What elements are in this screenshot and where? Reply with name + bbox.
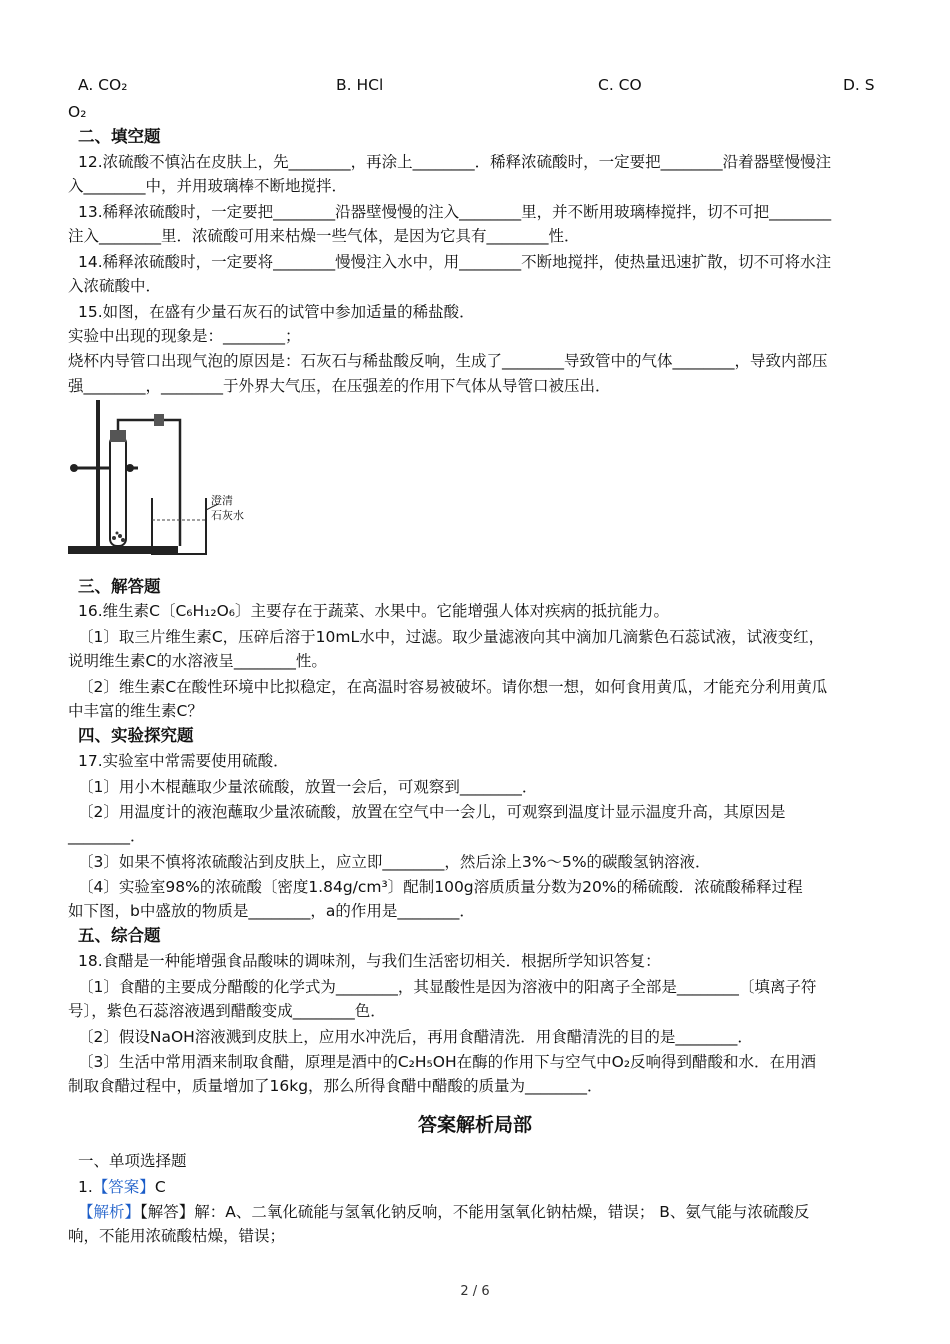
- q15-line2: 实验中出现的现象是：________；: [68, 327, 301, 345]
- answers-title: 答案解析局部: [417, 1114, 532, 1136]
- figure-label-1: 澄清: [211, 494, 233, 507]
- q18-line4: 〔2〕假设NaOH溶液溅到皮肤上，应用水冲洗后，再用食醋清洗．用食醋清洗的目的是________．: [78, 1028, 753, 1046]
- delivery-tube: [118, 420, 180, 546]
- test-tube: [110, 436, 126, 546]
- answer-1-tag: 【答案】: [92, 1178, 155, 1196]
- q16-line5: 中丰富的维生素C？: [68, 702, 203, 720]
- stopper: [110, 430, 126, 442]
- q18-line1: 18.食醋是一种能增强食品酸味的调味剂，与我们生活密切相关．根据所学知识答复：: [78, 952, 661, 970]
- q17-line5: 〔3〕如果不慎将浓硫酸沾到皮肤上，应立即________，然后涂上3%～5%的碳酸氢钠溶液．: [78, 853, 711, 871]
- choice-d-continued: O₂: [68, 103, 87, 121]
- q17-line1: 17.实验室中常需要使用硫酸．: [78, 752, 289, 770]
- q14-line1: 14.稀释浓硫酸时，一定要将________慢慢注入水中，用________不断地搅拌，使热量迅速扩散，切不可将水注: [78, 253, 832, 271]
- analysis-1-line2: 响，不能用浓硫酸枯燥，错误；: [68, 1227, 286, 1245]
- choice-d: D. S: [843, 76, 875, 94]
- figure-label-2: 石灰水: [211, 509, 244, 522]
- stand-base: [68, 546, 178, 554]
- analysis-1-text: 【解答】解：A、二氧化硫能与氢氧化钠反响，不能用氢氧化钠枯燥，错误； B、氨气能与浓硫酸反: [140, 1203, 810, 1221]
- q17-line6: 〔4〕实验室98%的浓硫酸〔密度1.84g/cm³〕配制100g溶质质量分数为20%的稀硫酸．浓硫酸稀释过程: [78, 878, 803, 896]
- answer-1-num: 1.: [78, 1178, 93, 1196]
- q18-line5: 〔3〕生活中常用酒来制取食醋，原理是酒中的C₂H₅OH在酶的作用下与空气中O₂反响得到醋酸和水．在用酒: [78, 1053, 817, 1071]
- section4-heading: 四、实验探究题: [78, 726, 194, 745]
- apparatus-figure: [68, 398, 268, 558]
- q18-line3: 号〕，紫色石蕊溶液遇到醋酸变成________色．: [68, 1002, 386, 1020]
- q17-line3: 〔2〕用温度计的液泡蘸取少量浓硫酸，放置在空气中一会儿，可观察到温度计显示温度升高，其原因是: [78, 803, 786, 821]
- q12-line1: 12.浓硫酸不慎沾在皮肤上，先________，再涂上________．稀释浓硫酸时，一定要把________沿着器壁慢慢注: [78, 153, 832, 171]
- choice-c: C. CO: [598, 76, 642, 94]
- answers-subheading: 一、单项选择题: [78, 1152, 187, 1170]
- q15-line3: 烧杯内导管口出现气泡的原因是：石灰石与稀盐酸反响，生成了________导致管中的气体________，导致内部压: [68, 352, 828, 370]
- q12-line2: 入________中，并用玻璃棒不断地搅拌．: [68, 177, 348, 195]
- q16-line2: 〔1〕取三片维生素C，压碎后溶于10mL水中，过滤。取少量滤液向其中滴加几滴紫色石蕊试液，试液变红，: [78, 628, 825, 646]
- page-number: 2 / 6: [460, 1284, 490, 1299]
- answer-1: [78, 1175, 893, 1199]
- q16-line4: 〔2〕维生素C在酸性环境中比拟稳定，在高温时容易被破坏。请你想一想，如何食用黄瓜，才能充分利用黄瓜: [78, 678, 828, 696]
- q17-line7: 如下图，b中盛放的物质是________，a的作用是________．: [68, 902, 475, 920]
- section5-heading: 五、综合题: [78, 926, 161, 945]
- q15-line4: 强________，________于外界大气压，在压强差的作用下气体从导管口被压出．: [68, 377, 611, 395]
- analysis-1-tag: 【解析】: [78, 1203, 141, 1221]
- section3-heading: 三、解答题: [78, 577, 161, 596]
- q17-line4: ________．: [68, 827, 146, 845]
- q16-line1: 16.维生素C〔C₆H₁₂O₆〕主要存在于蔬菜、水果中。它能增强人体对疾病的抵抗能力。: [78, 602, 670, 620]
- q15-line1: 15.如图，在盛有少量石灰石的试管中参加适量的稀盐酸．: [78, 303, 475, 321]
- section2-heading: 二、填空题: [78, 127, 161, 146]
- analysis-1-line1: [78, 1200, 893, 1224]
- q13-line2: 注入________里．浓硫酸可用来枯燥一些气体，是因为它具有________性．: [68, 227, 580, 245]
- q13-line1: 13.稀释浓硫酸时，一定要把________沿器壁慢慢的注入________里，并不断用玻璃棒搅拌，切不可把________: [78, 203, 832, 221]
- q16-line3: 说明维生素C的水溶液呈________性。: [68, 652, 327, 670]
- choice-a: A. CO₂: [78, 76, 128, 94]
- q17-line2: 〔1〕用小木棍蘸取少量浓硫酸，放置一会后，可观察到________．: [78, 778, 538, 796]
- answer-1-value: C: [154, 1178, 166, 1196]
- stand-rod: [96, 400, 100, 548]
- q18-line2: 〔1〕食醋的主要成分醋酸的化学式为________，其显酸性是因为溶液中的阳离子全部是________〔填离子符: [78, 978, 817, 996]
- q18-line6: 制取食醋过程中，质量增加了16kg，那么所得食醋中醋酸的质量为________．: [68, 1077, 603, 1095]
- q14-line2: 入浓硫酸中．: [68, 277, 162, 295]
- choice-b: B. HCl: [336, 76, 384, 94]
